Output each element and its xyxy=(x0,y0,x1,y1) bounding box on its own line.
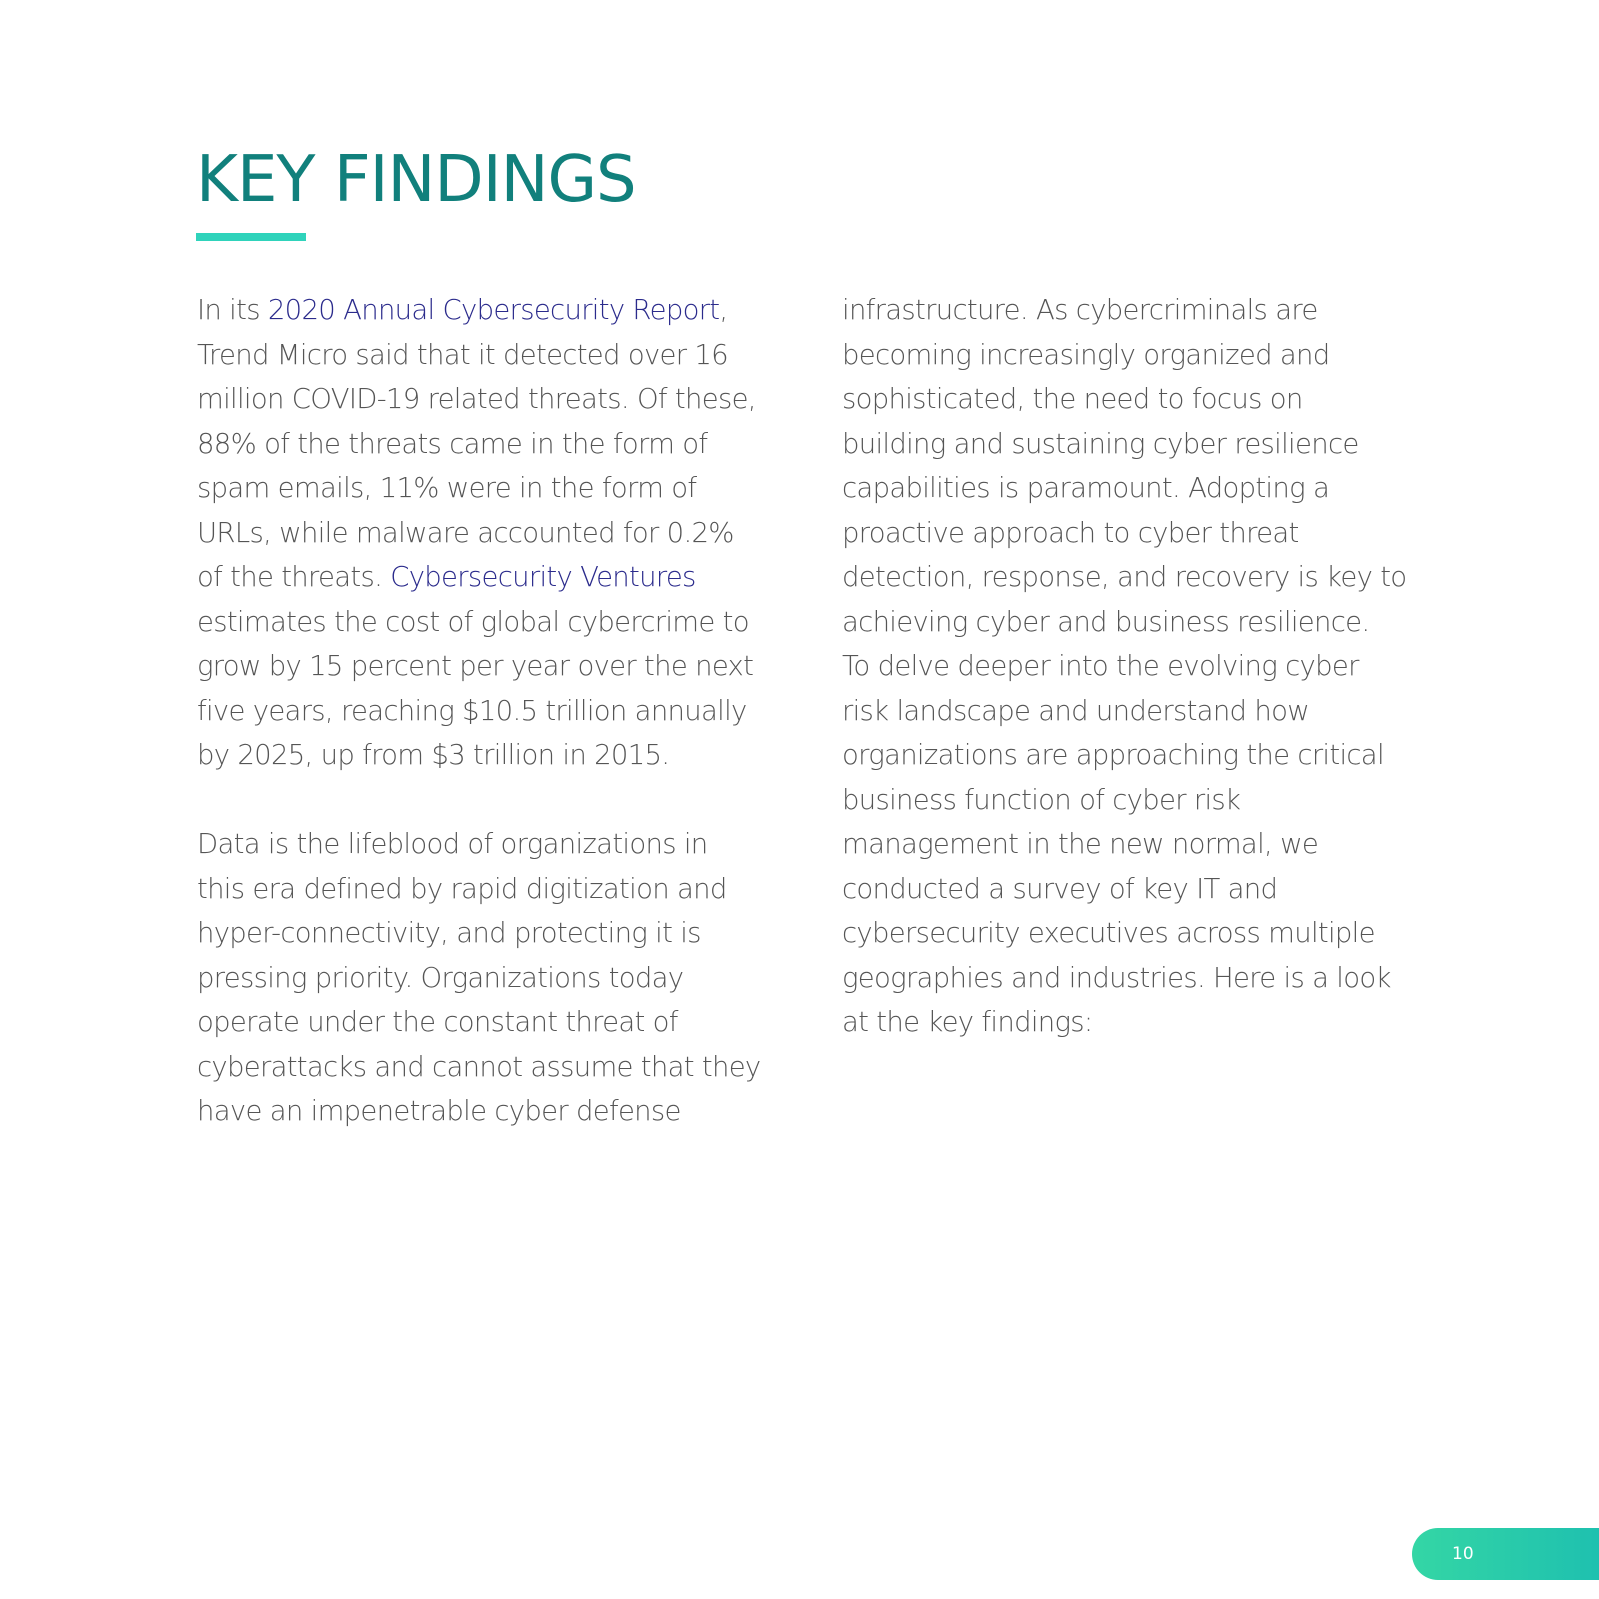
text-line: five years, reaching $10.5 trillion annually xyxy=(197,694,747,727)
text-line: proactive approach to cyber threat xyxy=(842,516,1299,549)
text-run: , xyxy=(719,294,728,326)
text-line: building and sustaining cyber resilience xyxy=(842,427,1359,460)
text-line: cybersecurity executives across multiple xyxy=(842,917,1375,949)
text-line: estimates the cost of global cybercrime to xyxy=(197,605,749,638)
text-line: conducted a survey of key IT and xyxy=(842,872,1278,905)
text-line: infrastructure. As cybercriminals are xyxy=(842,294,1318,326)
text-line: URLs, while malware accounted for 0.2% xyxy=(197,516,734,549)
text-line: by 2025, up from $3 trillion in 2015. xyxy=(197,739,670,771)
text-line: management in the new normal, we xyxy=(842,828,1319,860)
text-line: hyper-connectivity, and protecting it is xyxy=(197,917,701,949)
cybersecurity-ventures-link[interactable]: Cybersecurity Ventures xyxy=(390,561,696,593)
text-line xyxy=(197,555,797,600)
page-title: KEY FINDINGS xyxy=(196,143,636,217)
text-line: geographies and industries. Here is a look xyxy=(842,961,1391,994)
text-line: sophisticated, the need to focus on xyxy=(842,383,1303,415)
right-column xyxy=(842,288,1462,1045)
page-number-tab xyxy=(1412,1528,1599,1580)
text-line: operate under the constant threat of xyxy=(197,1006,678,1038)
text-line: To delve deeper into the evolving cyber xyxy=(842,650,1359,682)
page-number: 10 xyxy=(1452,1544,1474,1564)
paragraph-gap xyxy=(197,778,797,823)
text-line: achieving cyber and business resilience. xyxy=(842,605,1370,638)
text-line: have an impenetrable cyber defense xyxy=(197,1095,681,1127)
text-line: spam emails, 11% were in the form of xyxy=(197,472,697,504)
text-line: organizations are approaching the critical xyxy=(842,739,1384,771)
text-line: detection, response, and recovery is key to xyxy=(842,561,1407,593)
title-underline xyxy=(196,233,306,241)
text-line: business function of cyber risk xyxy=(842,783,1241,816)
text-run: In its xyxy=(197,294,268,326)
text-line: million COVID-19 related threats. Of these, xyxy=(197,383,756,415)
text-line: Trend Micro said that it detected over 16 xyxy=(197,338,728,371)
text-line: cyberattacks and cannot assume that they xyxy=(197,1050,761,1083)
text-line xyxy=(197,288,797,333)
left-column xyxy=(197,288,797,1134)
text-line: pressing priority. Organizations today xyxy=(197,961,684,994)
text-line: becoming increasingly organized and xyxy=(842,338,1330,371)
text-line: 88% of the threats came in the form of xyxy=(197,427,708,460)
text-line: risk landscape and understand how xyxy=(842,694,1309,727)
text-run: of the threats. xyxy=(197,561,391,593)
text-line: Data is the lifeblood of organizations in xyxy=(197,828,708,860)
annual-report-link[interactable]: 2020 Annual Cybersecurity Report xyxy=(267,294,720,326)
text-line: capabilities is paramount. Adopting a xyxy=(842,472,1330,504)
text-line: grow by 15 percent per year over the next xyxy=(197,650,754,682)
text-line: this era defined by rapid digitization and xyxy=(197,872,727,905)
text-line: at the key findings: xyxy=(842,1006,1093,1038)
